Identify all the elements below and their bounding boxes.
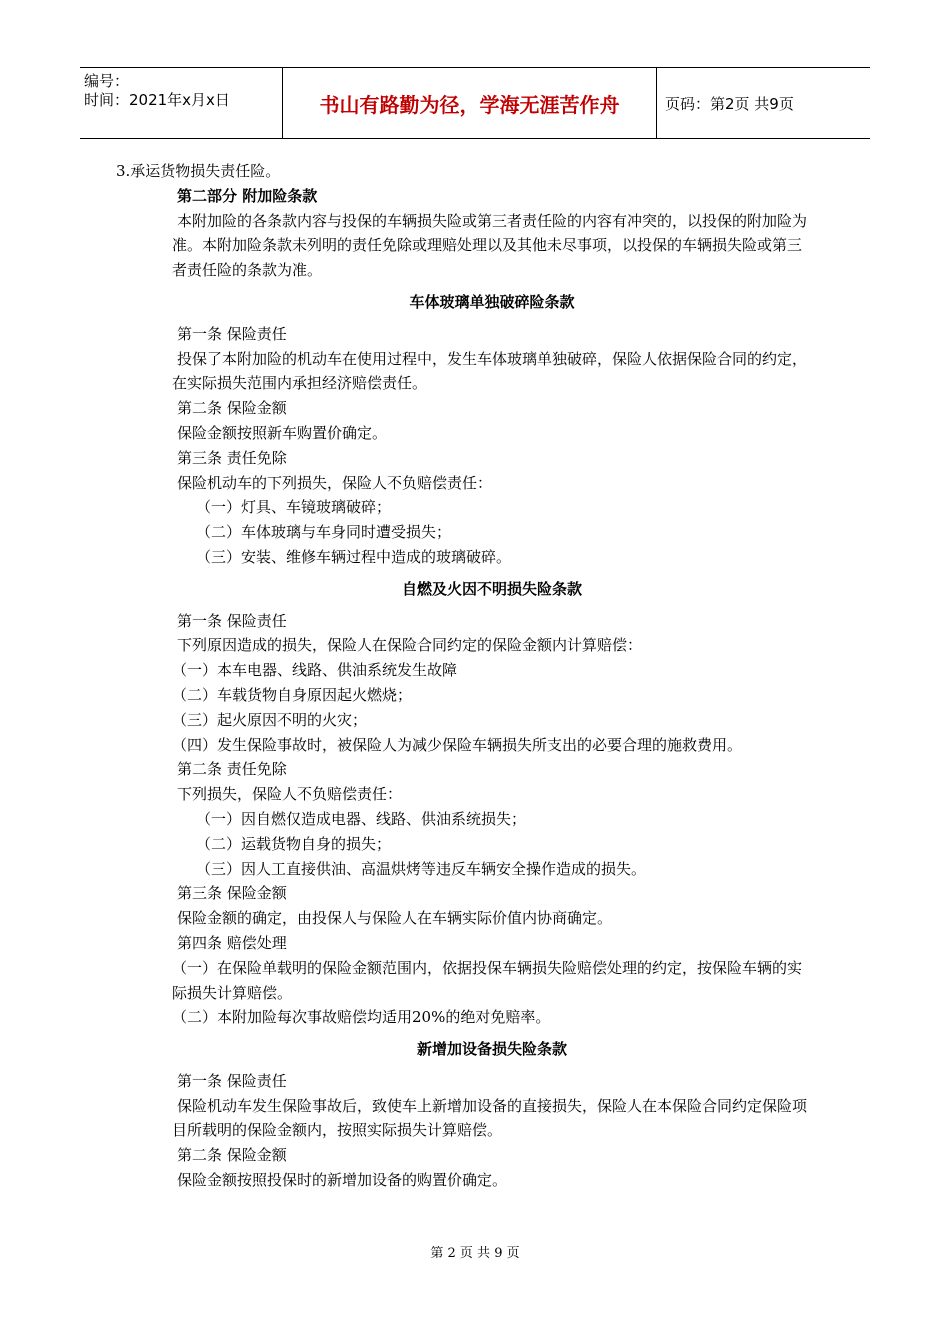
article-text: （一）在保险单载明的保险金额范围内，依据投保车辆损失险赔偿处理的约定，按保险车辆的实际损失计算赔偿。 <box>172 958 803 1002</box>
list-item: （三）因人工直接供油、高温烘烤等违反车辆安全操作造成的损失。 <box>196 859 647 878</box>
article-title: 第三条 保险金额 <box>177 884 287 903</box>
article-text: 保险机动车的下列损失，保险人不负赔偿责任： <box>177 473 493 492</box>
article-title: 第二条 责任免除 <box>177 760 287 779</box>
article-text: （二）本附加险每次事故赔偿均适用20%的绝对免赔率。 <box>172 1008 551 1027</box>
list-item: （一）本车电器、线路、供油系统发生故障 <box>172 661 458 680</box>
article-title: 第一条 保险责任 <box>177 324 287 343</box>
list-item: （二）车体玻璃与车身同时遭受损失； <box>196 523 452 542</box>
article-text: 保险金额按照投保时的新增加设备的购置价确定。 <box>177 1171 508 1190</box>
article-text: 下列损失，保险人不负赔偿责任： <box>177 785 403 804</box>
clause-title: 车体玻璃单独破碎险条款 <box>409 292 575 311</box>
page-header <box>80 67 870 139</box>
article-title: 第三条 责任免除 <box>177 448 287 467</box>
list-item: （二）运载货物自身的损失； <box>196 834 392 853</box>
header-meta <box>80 68 282 138</box>
list-item: （一）因自燃仅造成电器、线路、供油系统损失； <box>196 809 527 828</box>
number-label: 编号： <box>84 72 130 90</box>
article-title: 第四条 赔偿处理 <box>177 933 287 952</box>
header-page-label: 页码：第2页 共9页 <box>665 94 794 113</box>
article-title: 第一条 保险责任 <box>177 611 287 630</box>
paragraph: 3.承运货物损失责任险。 <box>116 162 281 180</box>
list-item: （二）车载货物自身原因起火燃烧； <box>172 685 413 704</box>
header-motto: 书山有路勤为径，学海无涯苦作舟 <box>282 68 657 138</box>
article-text: 投保了本附加险的机动车在使用过程中，发生车体玻璃单独破碎，保险人依据保险合同的约定，在实际损失范围内承担经济赔偿责任。 <box>172 349 808 393</box>
section-heading: 第二部分 附加险条款 <box>177 186 318 205</box>
clause-title: 自燃及火因不明损失险条款 <box>401 579 582 598</box>
date-label: 时间：2021年x月x日 <box>84 91 230 109</box>
intro-paragraph <box>86 209 812 283</box>
article-title: 第二条 保险金额 <box>177 1146 287 1165</box>
list-item: （三）安装、维修车辆过程中造成的玻璃破碎。 <box>196 547 512 566</box>
article-text: 保险金额的确定，由投保人与保险人在车辆实际价值内协商确定。 <box>177 909 613 928</box>
article-text: 保险机动车发生保险事故后，致使车上新增加设备的直接损失，保险人在本保险合同约定保险项目所载明的保险金额内，按照实际损失计算赔偿。 <box>172 1096 808 1140</box>
article-text: 保险金额按照新车购置价确定。 <box>177 423 388 442</box>
article-title: 第一条 保险责任 <box>177 1071 287 1090</box>
article-text: 下列原因造成的损失，保险人在保险合同约定的保险金额内计算赔偿： <box>177 636 643 655</box>
article-title: 第二条 保险金额 <box>177 399 287 418</box>
list-item: （一）灯具、车镜玻璃破碎； <box>196 498 392 517</box>
intro-text: 本附加险的各条款内容与投保的车辆损失险或第三者责任险的内容有冲突的，以投保的附加险为准。本附加险条款未列明的责任免除或理赔处理以及其他未尽事项，以投保的车辆损失险或第三者责任险的条款为准。 <box>172 211 808 280</box>
page-footer: 第 2 页 共 9 页 <box>430 1246 520 1261</box>
list-item: （四）发生保险事故时，被保险人为减少保险车辆损失所支出的必要合理的施救费用。 <box>172 735 743 754</box>
list-item: （三）起火原因不明的火灾； <box>172 710 368 729</box>
document-body <box>116 159 812 1193</box>
clause-title: 新增加设备损失险条款 <box>416 1040 567 1059</box>
